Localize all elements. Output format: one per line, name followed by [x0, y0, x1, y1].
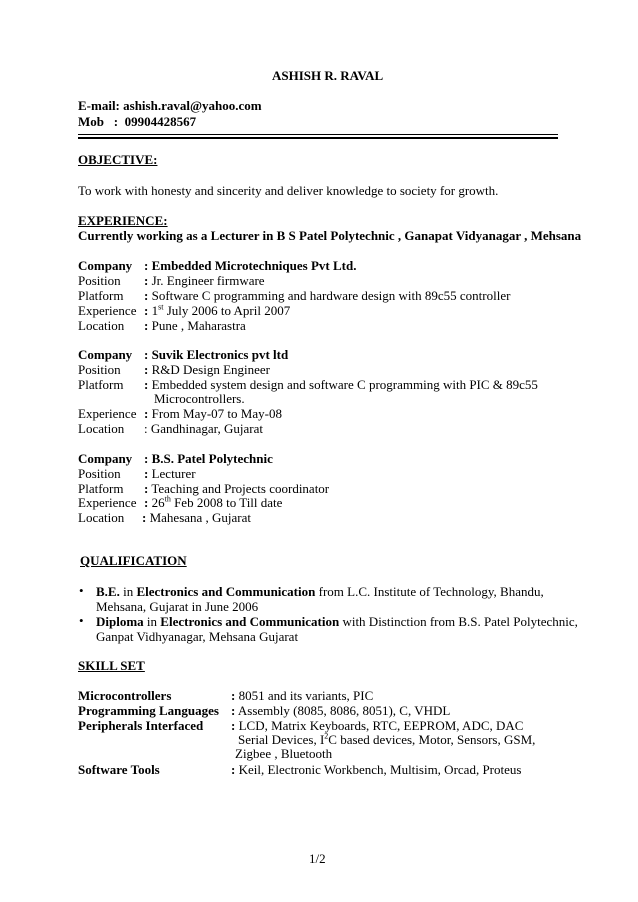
skill-value: : 8051 and its variants, PIC — [231, 688, 374, 703]
skill-label: Software Tools — [78, 762, 160, 777]
current-position: Currently working as a Lecturer in B S Patel Polytechnic , Ganapat Vidyanagar , Mehsana — [78, 228, 582, 243]
skill-value: : LCD, Matrix Keyboards, RTC, EEPROM, ADC, DAC — [231, 718, 524, 733]
platform-value: : Teaching and Projects coordinator — [144, 481, 330, 496]
experience-label: Experience — [78, 406, 137, 421]
platform-value: : Software C programming and hardware design with 89c55 controller — [144, 288, 511, 303]
company-label: Company — [78, 258, 133, 273]
platform-value-cont: Microcontrollers. — [154, 391, 245, 406]
company-label: Company — [78, 451, 133, 466]
platform-label: Platform — [78, 377, 124, 392]
qualification-heading: QUALIFICATION — [80, 553, 187, 568]
skill-label: Microcontrollers — [78, 688, 172, 703]
skill-value: : Assembly (8085, 8086, 8051), C, VHDL — [231, 703, 451, 718]
page-number: 1/2 — [309, 851, 326, 866]
skillset-heading: SKILL SET — [78, 658, 145, 673]
position-label: Position — [78, 466, 121, 481]
platform-label: Platform — [78, 288, 124, 303]
qualification-line-cont: Ganpat Vidhyanagar, Mehsana Gujarat — [96, 629, 299, 644]
platform-label: Platform — [78, 481, 124, 496]
company-label: Company — [78, 347, 133, 362]
bullet-icon: • — [79, 583, 84, 598]
skill-value-cont: Serial Devices, $I^2C$ based devices, Motor, Sensors, GSM, — [238, 731, 536, 747]
position-value: : R&D Design Engineer — [144, 362, 271, 377]
mobile-line — [78, 114, 196, 129]
position-label: Position — [78, 362, 121, 377]
position-label: Position — [78, 273, 121, 288]
objective-heading: OBJECTIVE: — [78, 152, 158, 167]
experience-label: Experience — [78, 303, 137, 318]
qualification-line-cont: Mehsana, Gujarat in June 2006 — [96, 599, 259, 614]
mobile-sep: : — [113, 114, 119, 129]
skill-label: Programming Languages — [78, 703, 219, 718]
email-label: E-mail: — [78, 98, 120, 113]
objective-text: To work with honesty and sincerity and deliver knowledge to society for growth. — [78, 183, 499, 198]
location-value: : Mahesana , Gujarat — [142, 510, 252, 525]
mobile-value: 09904428567 — [124, 114, 197, 129]
experience-heading: EXPERIENCE: — [78, 213, 168, 228]
company-value: : B.S. Patel Polytechnic — [144, 451, 273, 466]
email-value[interactable]: ashish.raval@yahoo.com — [123, 98, 262, 113]
company-value: : Embedded Microtechniques Pvt Ltd. — [144, 258, 357, 273]
skill-label: Peripherals Interfaced — [78, 718, 204, 733]
candidate-name: ASHISH R. RAVAL — [272, 68, 384, 83]
experience-value: : 1st July 2006 to April 2007 — [144, 302, 291, 318]
location-value: : Gandhinagar, Gujarat — [144, 421, 263, 436]
location-label: Location — [78, 318, 125, 333]
bullet-icon: • — [79, 613, 84, 628]
position-value: : Jr. Engineer firmware — [144, 273, 265, 288]
mobile-label: Mob — [78, 114, 104, 129]
experience-label: Experience — [78, 495, 137, 510]
location-label: Location — [78, 421, 125, 436]
qualification-line: Diploma in Electronics and Communication with Distinction from B.S. Patel Polytechnic, — [96, 614, 578, 629]
location-value: : Pune , Maharastra — [144, 318, 246, 333]
platform-value: : Embedded system design and software C programming with PIC & 89c55 — [144, 377, 538, 392]
qualification-line: B.E. in Electronics and Communication from L.C. Institute of Technology, Bhandu, — [96, 584, 544, 599]
header-divider-thick — [78, 137, 558, 139]
experience-value: : From May-07 to May-08 — [144, 406, 282, 421]
location-label: Location — [78, 510, 125, 525]
experience-value: : 26th Feb 2008 to Till date — [144, 494, 283, 510]
skill-value-cont: Zigbee , Bluetooth — [235, 746, 333, 761]
skill-value: : Keil, Electronic Workbench, Multisim, Orcad, Proteus — [231, 762, 522, 777]
header-divider-thin — [78, 134, 558, 135]
company-value: : Suvik Electronics pvt ltd — [144, 347, 289, 362]
position-value: : Lecturer — [144, 466, 196, 481]
email-line — [78, 98, 262, 113]
